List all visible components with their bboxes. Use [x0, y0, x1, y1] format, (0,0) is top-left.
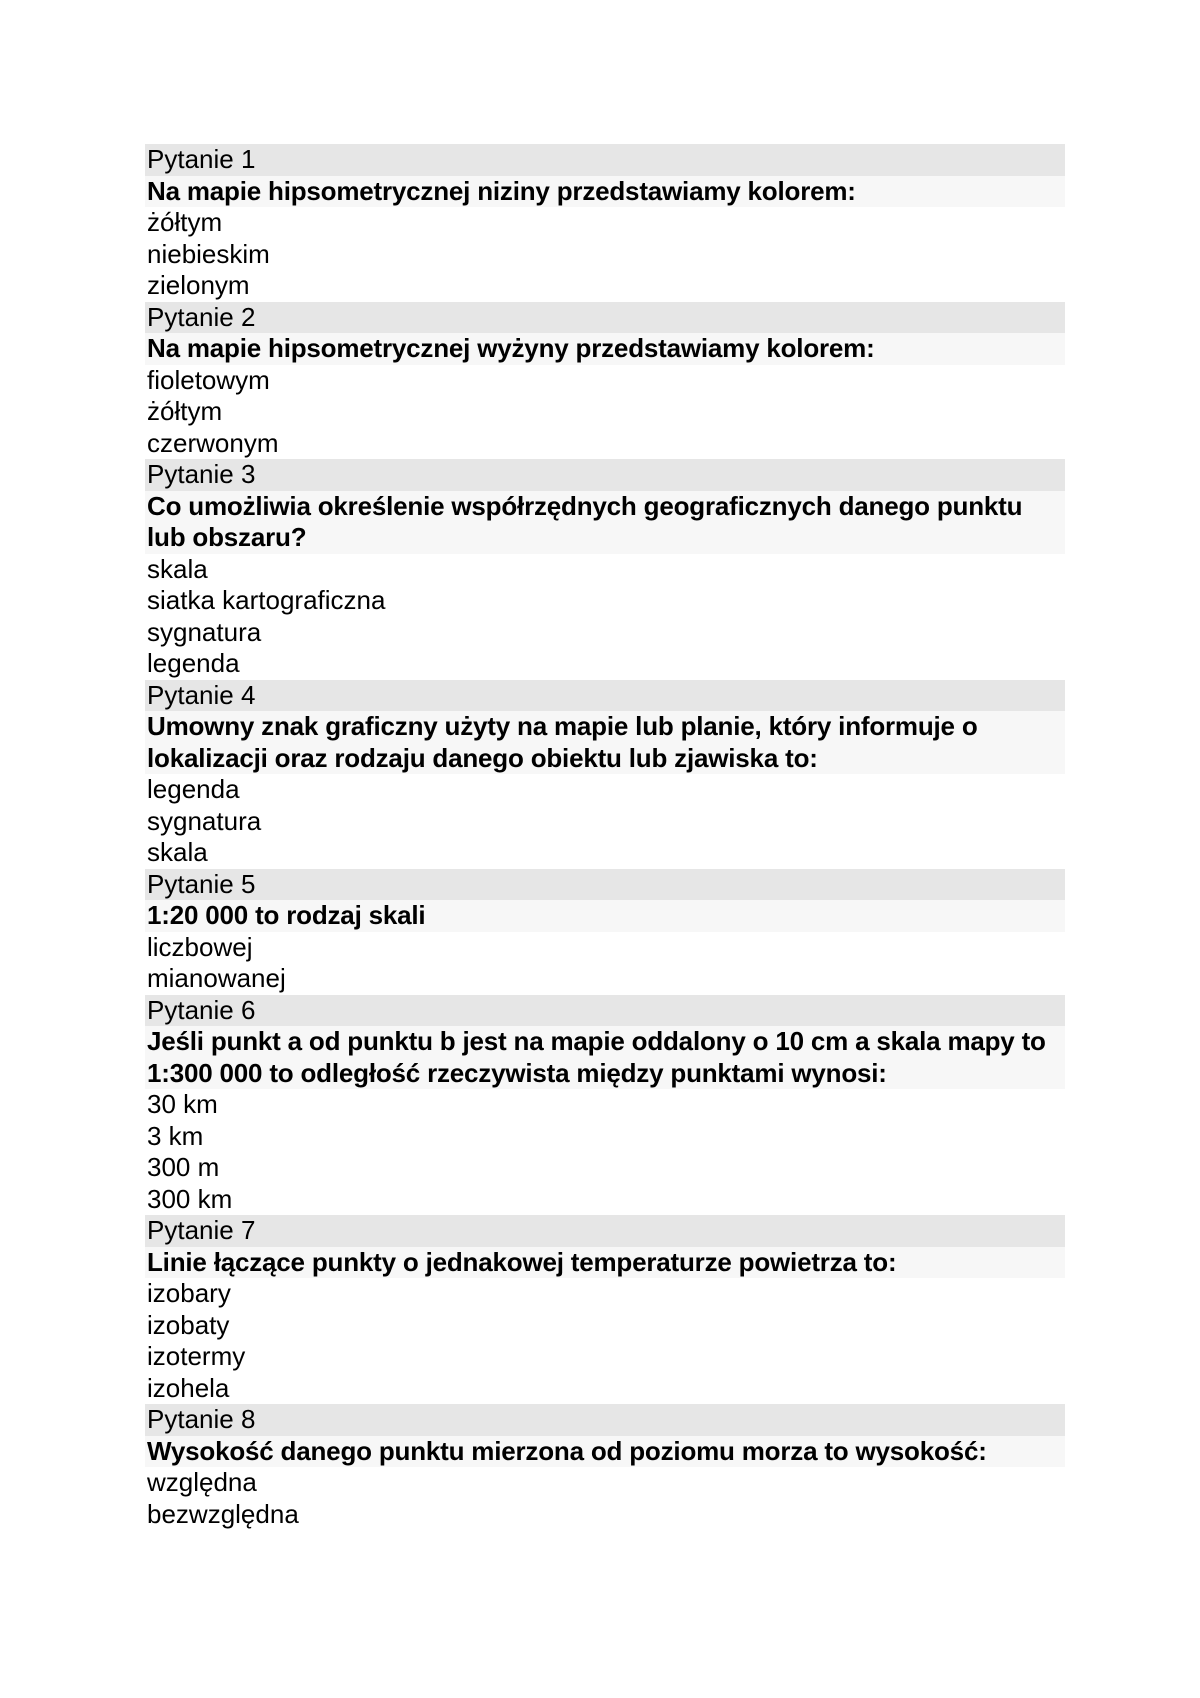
answer-option: 300 m: [147, 1152, 220, 1182]
question-text: Linie łączące punkty o jednakowej temperaturze powietrza to:: [145, 1247, 1065, 1279]
answer-option: 3 km: [147, 1120, 204, 1151]
answer-option: legenda: [147, 648, 240, 678]
answer-option: skala: [147, 837, 208, 867]
question-block: [145, 302, 1065, 460]
answer-option: mianowanej: [147, 963, 286, 993]
question-number: Pytanie 5: [145, 869, 1065, 901]
question-text: Wysokość danego punktu mierzona od poziomu morza to wysokość:: [145, 1436, 1065, 1468]
answer-option: skala: [147, 553, 208, 584]
answer-option: względna: [147, 1467, 257, 1497]
answer-option: 300 km: [147, 1183, 233, 1214]
answer-option: sygnatura: [147, 616, 262, 647]
answer-option: legenda: [147, 774, 240, 804]
question-block: [145, 995, 1065, 1216]
question-text: Umowny znak graficzny użyty na mapie lub planie, który informuje o lokalizacji oraz rodzaju danego obiektu lub zjawiska to:: [145, 711, 1065, 774]
answer-option: czerwonym: [147, 427, 279, 458]
answer-option: izohela: [147, 1372, 230, 1403]
question-number: Pytanie 8: [145, 1404, 1065, 1436]
question-text: 1:20 000 to rodzaj skali: [145, 900, 1065, 932]
answer-option: żółtym: [147, 207, 223, 237]
answer-option: sygnatura: [147, 805, 262, 836]
answer-option: fioletowym: [147, 364, 270, 395]
question-text: Jeśli punkt a od punktu b jest na mapie oddalony o 10 cm a skala mapy to 1:300 000 to odległość rzeczywista między punktami wynosi:: [145, 1026, 1065, 1089]
answer-option: bezwzględna: [147, 1498, 299, 1529]
question-text: Na mapie hipsometrycznej wyżyny przedstawiamy kolorem:: [145, 333, 1065, 365]
answer-option: 30 km: [147, 1089, 218, 1119]
answer-option: żółtym: [147, 396, 223, 426]
question-block: [145, 1215, 1065, 1404]
question-block: [145, 680, 1065, 869]
answer-option: liczbowej: [147, 931, 253, 962]
answer-option: siatka kartograficzna: [147, 585, 386, 615]
question-block: [145, 459, 1065, 680]
question-block: [145, 869, 1065, 995]
answer-option: niebieskim: [147, 238, 270, 269]
quiz-document: [145, 144, 1065, 1530]
answer-option: zielonym: [147, 270, 250, 300]
question-number: Pytanie 4: [145, 680, 1065, 712]
question-number: Pytanie 3: [145, 459, 1065, 491]
question-text: Co umożliwia określenie współrzędnych geograficznych danego punktu lub obszaru?: [145, 491, 1065, 554]
question-block: [145, 1404, 1065, 1530]
question-number: Pytanie 2: [145, 302, 1065, 334]
answer-option: izotermy: [147, 1341, 246, 1371]
question-number: Pytanie 7: [145, 1215, 1065, 1247]
question-block: [145, 144, 1065, 302]
question-number: Pytanie 1: [145, 144, 1065, 176]
question-text: Na mapie hipsometrycznej niziny przedstawiamy kolorem:: [145, 176, 1065, 208]
answer-option: izobaty: [147, 1309, 230, 1340]
question-number: Pytanie 6: [145, 995, 1065, 1027]
answer-option: izobary: [147, 1278, 231, 1308]
